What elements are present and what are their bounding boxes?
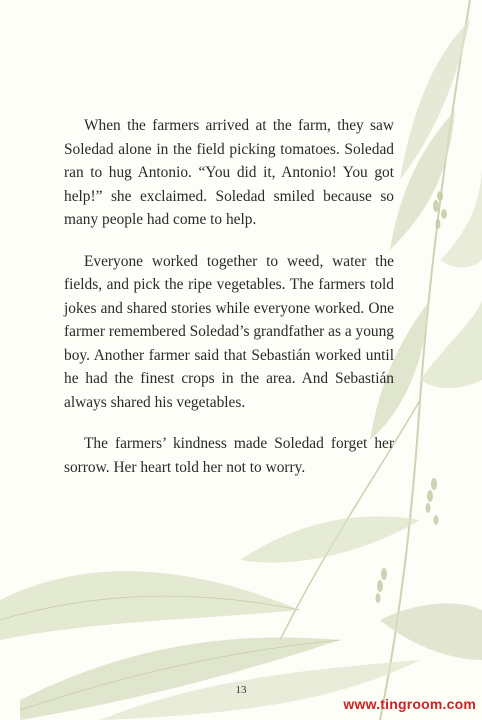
site-watermark: www.tingroom.com [343,696,476,712]
page-number: 13 [235,684,247,696]
story-text [64,114,394,497]
paragraph-1: When the farmers arrived at the farm, they saw Soledad alone in the field picking tomatoes. Soledad ran to hug Antonio. “You did it, Antonio! You got help!” she exclaimed. Soledad smiled because so many people had come to help. [64,117,394,228]
paragraph-2: Everyone worked together to weed, water the fields, and pick the ripe vegetables. The farmers told jokes and shared stories while everyone worked. One farmer remembered Soledad’s grandfather as a young boy. Another farmer said that Sebastián worked until he had the finest crops in the area. And Sebastián always shared his vegetables. [64,252,394,411]
paragraph-3: The farmers’ kindness made Soledad forget her sorrow. Her heart told her not to worry. [64,435,394,476]
